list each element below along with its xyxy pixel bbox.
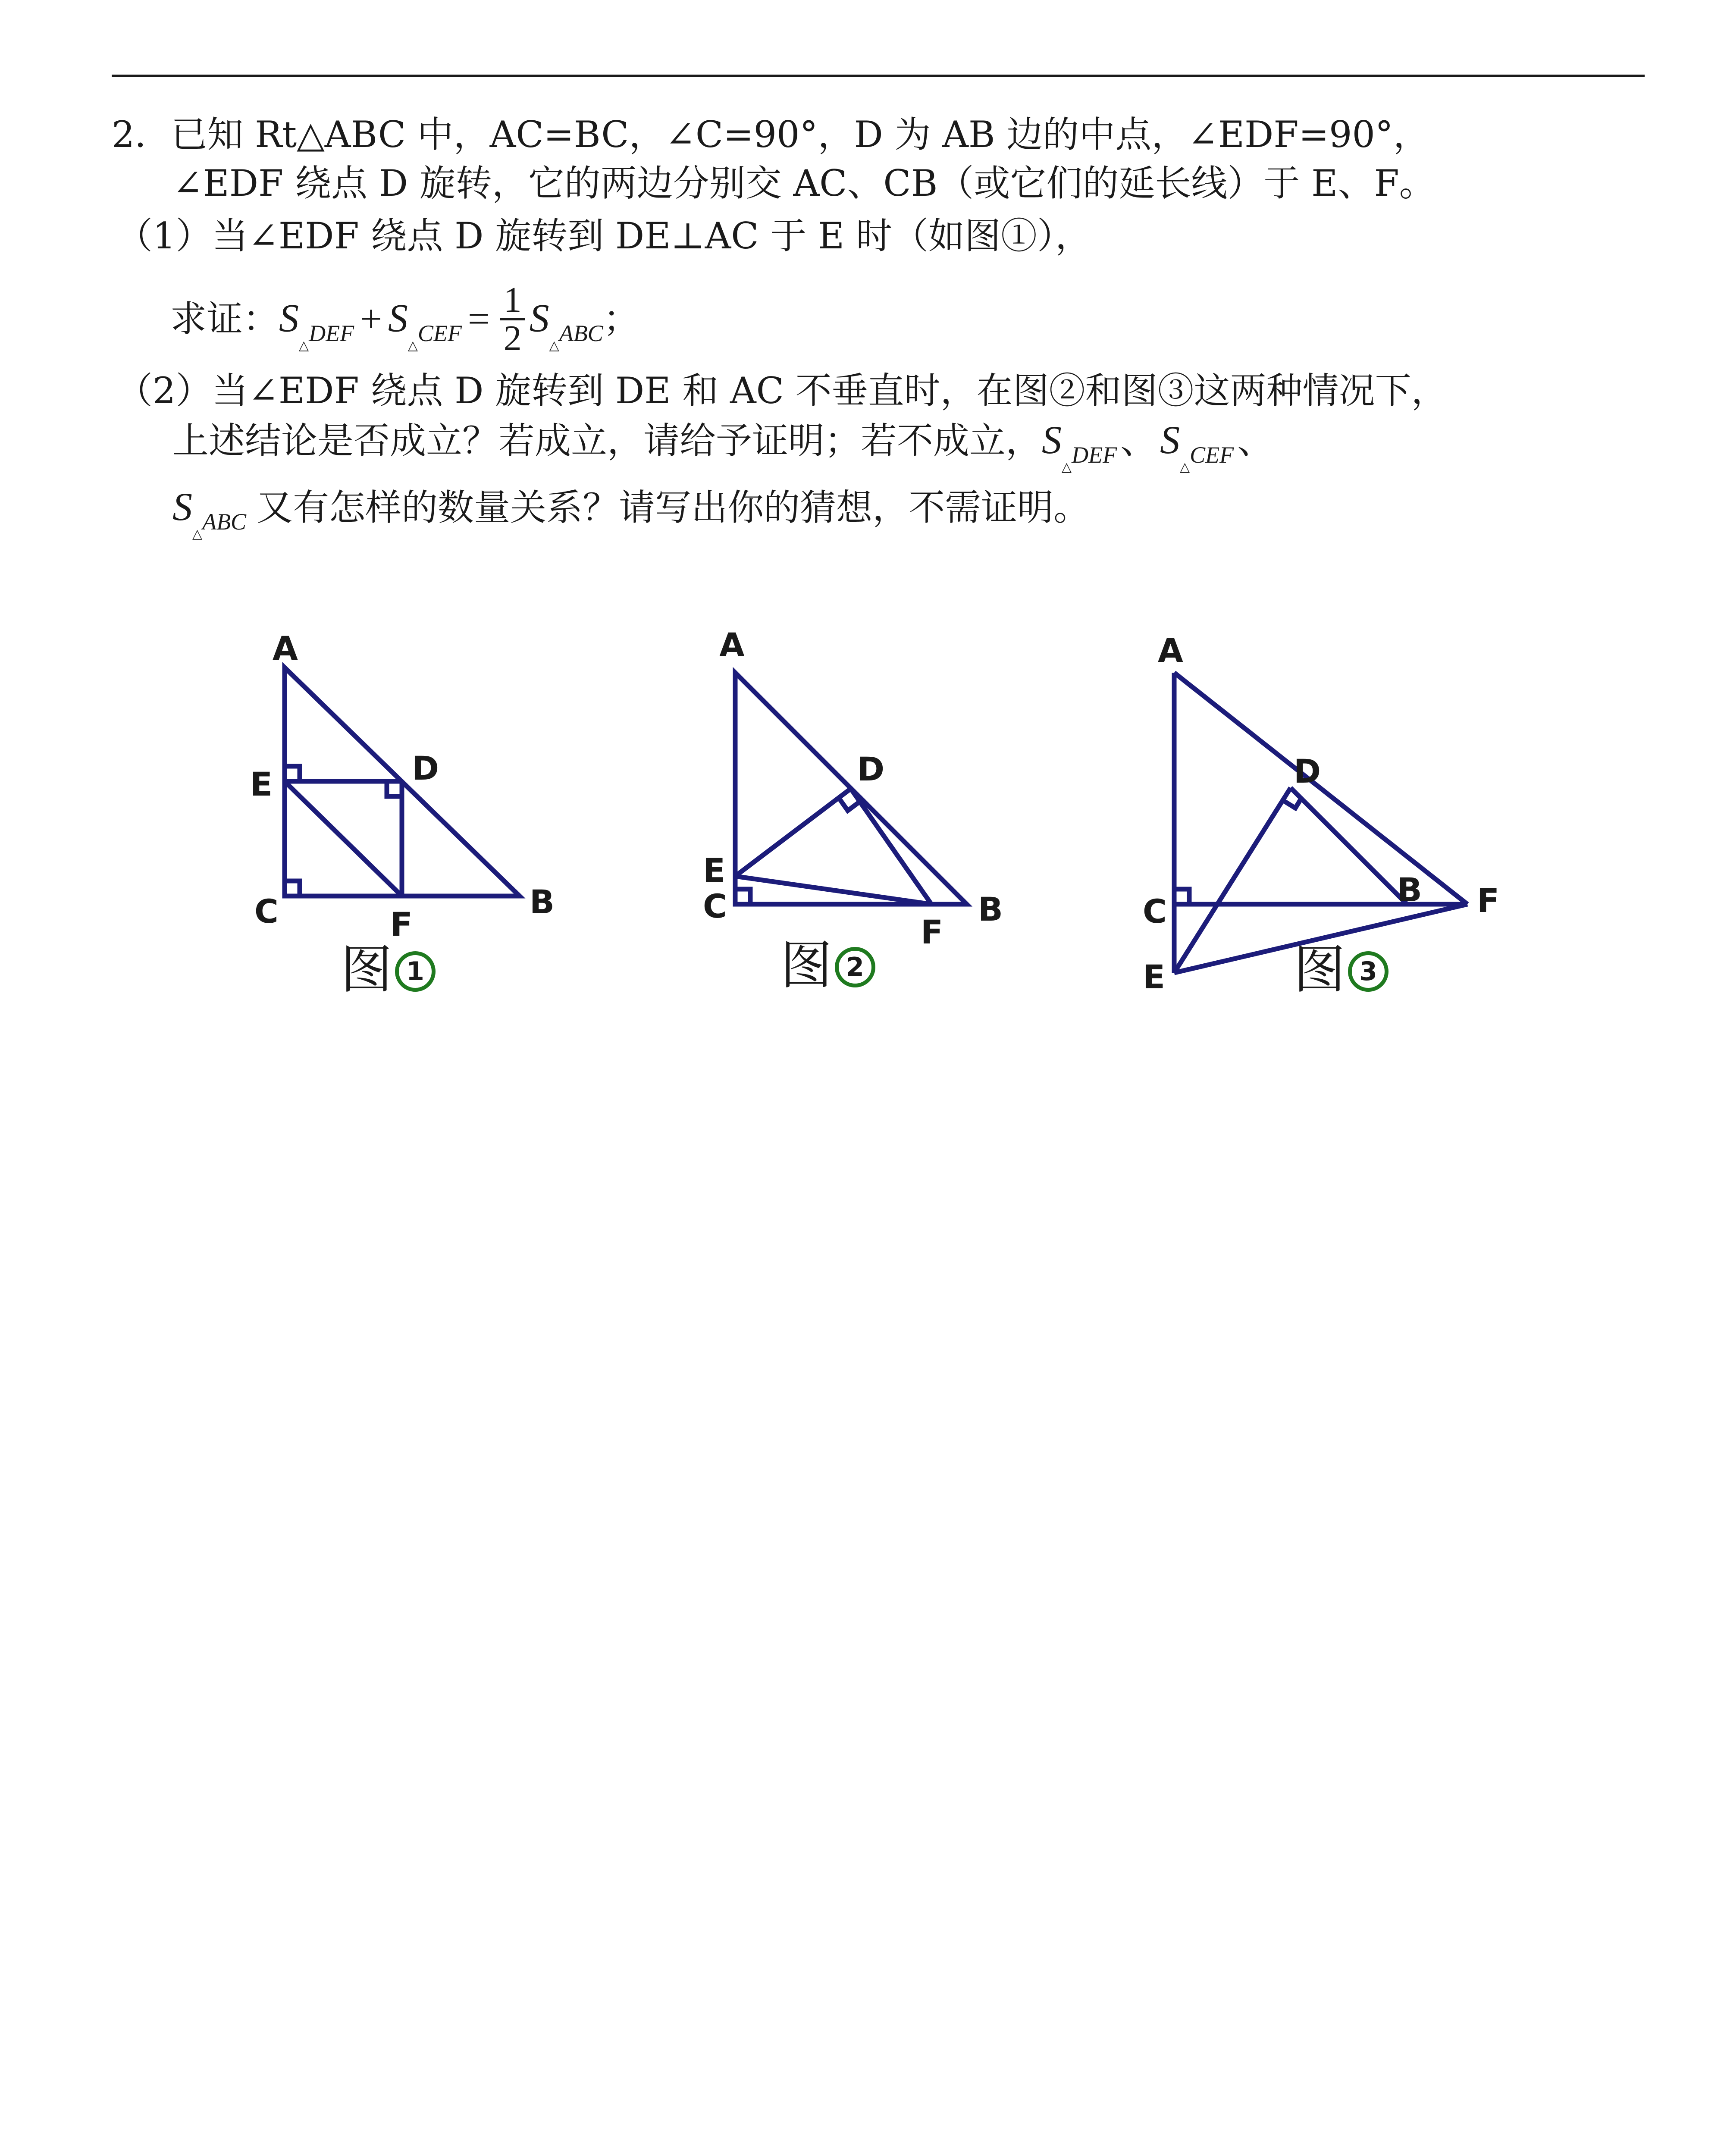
fig1-label-b: B	[530, 883, 555, 921]
tri-mark: △	[299, 338, 309, 353]
fig1-label-a: A	[273, 629, 298, 667]
fig2-segment-ed	[735, 789, 851, 876]
problem-line-2: ∠EDF 绕点 D 旋转，它的两边分别交 AC、CB（或它们的延长线）于 E、F。	[172, 162, 1436, 204]
s-def-2: S	[1042, 418, 1062, 462]
fraction-half	[500, 282, 525, 357]
prove-formula	[170, 280, 639, 359]
part1-text: （1）当∠EDF 绕点 D 旋转到 DE⊥AC 于 E 时（如图①），	[116, 215, 1091, 257]
tri-mark: △	[192, 527, 203, 541]
s-abc: S	[529, 296, 549, 340]
fig1-caption-char: 图	[341, 940, 392, 1000]
frac-num: 1	[500, 282, 525, 320]
sub-def: DEF	[309, 320, 354, 346]
tri-mark: △	[549, 338, 559, 353]
s-cef-2: S	[1160, 418, 1180, 462]
fig3-label-f: F	[1477, 881, 1499, 920]
problem-line-1: 2．已知 Rt△ABC 中，AC=BC，∠C=90°，D 为 AB 边的中点，∠EDF=90°，	[112, 113, 1429, 156]
part2-line-1: （2）当∠EDF 绕点 D 旋转到 DE 和 AC 不垂直时，在图②和图③这两种情况下，	[116, 370, 1448, 412]
fig3-label-c: C	[1143, 892, 1167, 931]
fig2-label-e: E	[703, 851, 725, 890]
fig1-label-e: E	[250, 765, 273, 803]
figure-1	[285, 667, 520, 896]
sub-def-2: DEF	[1072, 442, 1117, 468]
fig2-label-a: A	[719, 626, 745, 664]
sub-cef: CEF	[417, 320, 462, 346]
figure-2	[735, 673, 967, 904]
prove-prefix: 求证：	[170, 298, 279, 340]
fig1-label-d: D	[412, 749, 439, 787]
equals-sign: =	[467, 297, 490, 340]
plus-sign: +	[360, 297, 382, 340]
sep-2: 、	[1237, 420, 1274, 462]
fig2-segment-ef	[735, 876, 931, 904]
fig1-segment-ef	[285, 781, 402, 896]
sub-abc: ABC	[559, 320, 603, 346]
fig2-segment-df	[851, 789, 931, 904]
sep-1: 、	[1120, 420, 1157, 462]
top-rule	[112, 75, 1645, 77]
fig3-number-circle: 3	[1348, 951, 1388, 992]
fig2-label-d: D	[857, 750, 885, 788]
fig3-segment-db	[1291, 788, 1407, 904]
figure-3	[1174, 673, 1467, 973]
sub-cef-2: CEF	[1190, 442, 1234, 468]
fig3-label-b: B	[1397, 871, 1422, 909]
tri-mark: △	[407, 338, 418, 353]
fig1-number-circle: 1	[395, 951, 436, 992]
fig1-caption	[341, 942, 436, 998]
part2-line-3-text: 又有怎样的数量关系？请写出你的猜想，不需证明。	[257, 486, 1090, 529]
part2-line-3	[172, 485, 1090, 541]
part2-line-2	[172, 418, 1277, 474]
fig2-label-f: F	[921, 913, 943, 951]
s-def: S	[279, 296, 299, 340]
s-cef: S	[388, 296, 408, 340]
fig3-caption-char: 图	[1294, 940, 1345, 1000]
fig2-triangle-abc	[735, 673, 967, 904]
fig2-caption	[780, 938, 875, 994]
fig3-caption	[1294, 942, 1388, 998]
fig2-label-c: C	[703, 887, 727, 925]
fig1-label-f: F	[390, 905, 413, 943]
fig3-label-a: A	[1158, 631, 1183, 670]
tri-mark: △	[1180, 460, 1190, 474]
fig3-segment-ed	[1174, 788, 1291, 973]
fig2-label-b: B	[978, 890, 1003, 928]
fig3-label-d: D	[1294, 752, 1321, 790]
fig3-label-e: E	[1143, 958, 1165, 996]
part2-line-2-text: 上述结论是否成立？若成立，请给予证明；若不成立，	[172, 420, 1042, 462]
fig2-number-circle: 2	[835, 947, 875, 987]
fig2-caption-char: 图	[780, 936, 832, 996]
frac-den: 2	[503, 318, 522, 358]
tri-mark: △	[1062, 460, 1072, 474]
sub-abc-2: ABC	[202, 509, 247, 535]
s-abc-2: S	[172, 485, 192, 529]
semicolon: ；	[603, 298, 639, 340]
fig3-right-angle-d	[1283, 798, 1301, 808]
fig1-label-c: C	[254, 892, 279, 931]
